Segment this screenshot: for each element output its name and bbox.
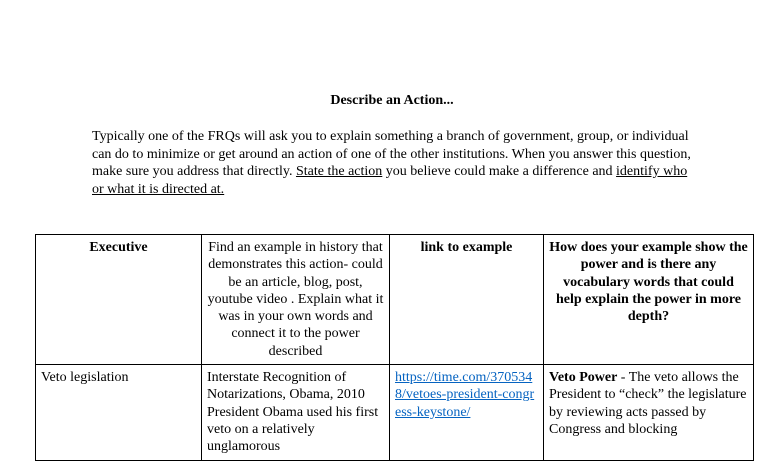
cell-action: Veto legislation (36, 365, 202, 460)
cell-example: Interstate Recognition of Notarizations, Obama, 2010 President Obama used his first veto on a relatively unglamorous (202, 365, 390, 460)
power-text: - The veto allows the President to “check” the legislature by reviewing acts passed by Congress and blocking (549, 370, 747, 437)
cell-link (390, 365, 544, 460)
example-link[interactable]: https://time.com/3705348/vetoes-president-congress-keystone/ (395, 370, 535, 420)
table-row (36, 365, 754, 460)
intro-underline-identify: identify who or what it is directed at. (92, 164, 688, 197)
intro-text-before: Typically one of the FRQs will ask you to explain something a branch of government, group, or individual can do to minimize or get around an action of one of the other institutions. When you answer this question, make sure you address that directly. (92, 129, 691, 179)
header-example-instructions: Find an example in history that demonstrates this action- could be an article, blog, post, youtube video . Explain what it was in your own words and connect it to the power described (202, 235, 390, 365)
intro-text-middle: you believe could make a difference and (382, 164, 617, 179)
header-link-to-example: link to example (390, 235, 544, 365)
cell-power (544, 365, 754, 460)
executive-action-table (35, 234, 754, 461)
intro-paragraph (92, 128, 702, 198)
page-title: Describe an Action... (330, 93, 454, 108)
power-label: Veto Power (549, 370, 618, 386)
header-power-explanation: How does your example show the power and is there any vocabulary words that could help explain the power in more depth? (544, 235, 754, 365)
header-executive: Executive (36, 235, 202, 365)
intro-underline-state-action: State the action (295, 164, 383, 179)
table-header-row (36, 235, 754, 365)
